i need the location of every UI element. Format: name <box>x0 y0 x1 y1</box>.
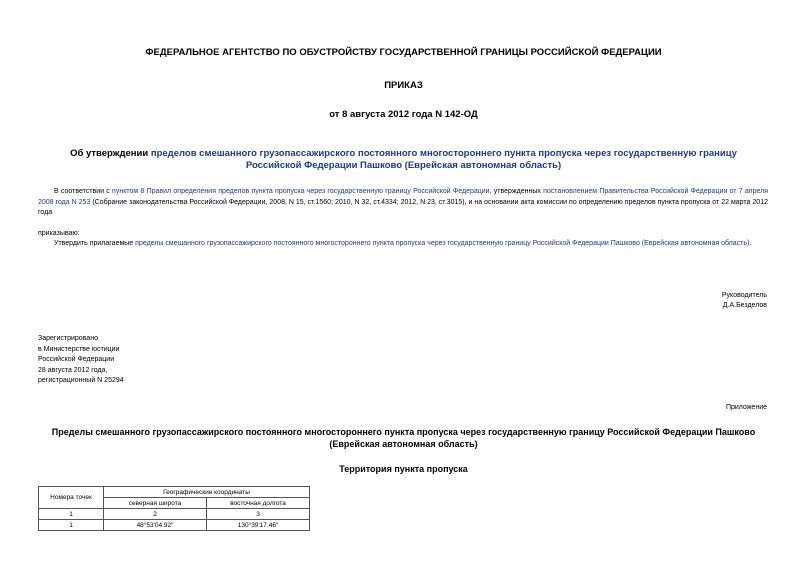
limits-link[interactable]: пределы смешанного грузопассажирского постоянного многостороннего пункта пропуска через государственную границу Российской Федерации Пашково (Еврейская автономная область) <box>135 240 750 247</box>
order-title-prefix: Об утверждении <box>70 148 151 159</box>
table-cell: 1 <box>39 509 104 520</box>
preamble-text-3: (Собрание законодательства Российской Федерации, 2008, N 15, ст.1560; 2010, N 32, ст.4334; 2012, N 23, ст.3015), и на основании акта комиссии по определению пределов пункта пропуска от 22 марта 2012 года <box>38 198 768 216</box>
col-header-lat: северная широта <box>104 498 207 509</box>
rules-point-8-link[interactable]: пунктом 8 Правил определения пределов пункта пропуска через государственную границу Российской Федерации <box>112 188 490 195</box>
approve-paragraph <box>38 239 768 250</box>
registration-line: в Министерстве юстиции <box>38 345 120 353</box>
registration-line: Зарегистрировано <box>38 335 98 342</box>
order-title <box>60 148 747 172</box>
registration-line: регистрационный N 25294 <box>38 377 124 384</box>
col-header-points: Номера точек <box>39 487 104 509</box>
table-row <box>39 520 310 531</box>
preamble-text-1: В соответствии с <box>54 188 113 195</box>
preamble-text-2: , утвержденных <box>489 188 544 195</box>
preamble-paragraph <box>38 187 768 219</box>
order-title-link[interactable]: пределов смешанного грузопассажирского постоянного многостороннего пункта пропуска через государственную границу Российской Федерации Пашково (Еврейская автономная область) <box>150 148 737 171</box>
registration-line: 28 августа 2012 года, <box>38 366 108 374</box>
approve-text-1: Утвердить прилагаемые <box>54 240 136 247</box>
table-index-row <box>39 509 310 520</box>
table-cell: 130°39'17.46" <box>207 520 310 531</box>
agency-name: ФЕДЕРАЛЬНОЕ АГЕНТСТВО ПО ОБУСТРОЙСТВУ ГОСУДАРСТВЕННОЙ ГРАНИЦЫ РОССИЙСКОЙ ФЕДЕРАЦИИ <box>145 47 662 58</box>
government-decree-link[interactable]: постановлением Правительства Российской Федерации от 7 апреля 2008 года N 253 <box>38 188 769 206</box>
appendix-label: Приложение <box>725 404 767 411</box>
document-type: ПРИКАЗ <box>384 80 423 91</box>
approve-text-2: . <box>749 240 752 247</box>
signature-name: Д.А.Безделов <box>722 302 767 309</box>
col-header-geo: Географические координаты <box>104 487 310 498</box>
orders-word: приказываю: <box>38 230 80 237</box>
order-date-number: от 8 августа 2012 года N 142-ОД <box>329 109 478 120</box>
col-header-lon: восточная долгота <box>207 498 310 509</box>
registration-block <box>38 334 124 387</box>
signature-position: Руководитель <box>721 292 767 299</box>
table-cell: 3 <box>207 509 310 520</box>
territory-heading: Территория пункта пропуска <box>339 464 468 474</box>
registration-line: Российской Федерации <box>38 356 115 363</box>
table-cell: 1 <box>39 520 104 531</box>
appendix-title: Пределы смешанного грузопассажирского постоянного многостороннего пункта пропуска через государственную границу Российской Федерации Пашково (Еврейская автономная область) <box>51 427 756 449</box>
table-header-row <box>39 487 310 498</box>
coordinates-table <box>38 486 310 531</box>
table-cell: 2 <box>104 509 207 520</box>
table-cell: 48°53'04.92" <box>104 520 207 531</box>
